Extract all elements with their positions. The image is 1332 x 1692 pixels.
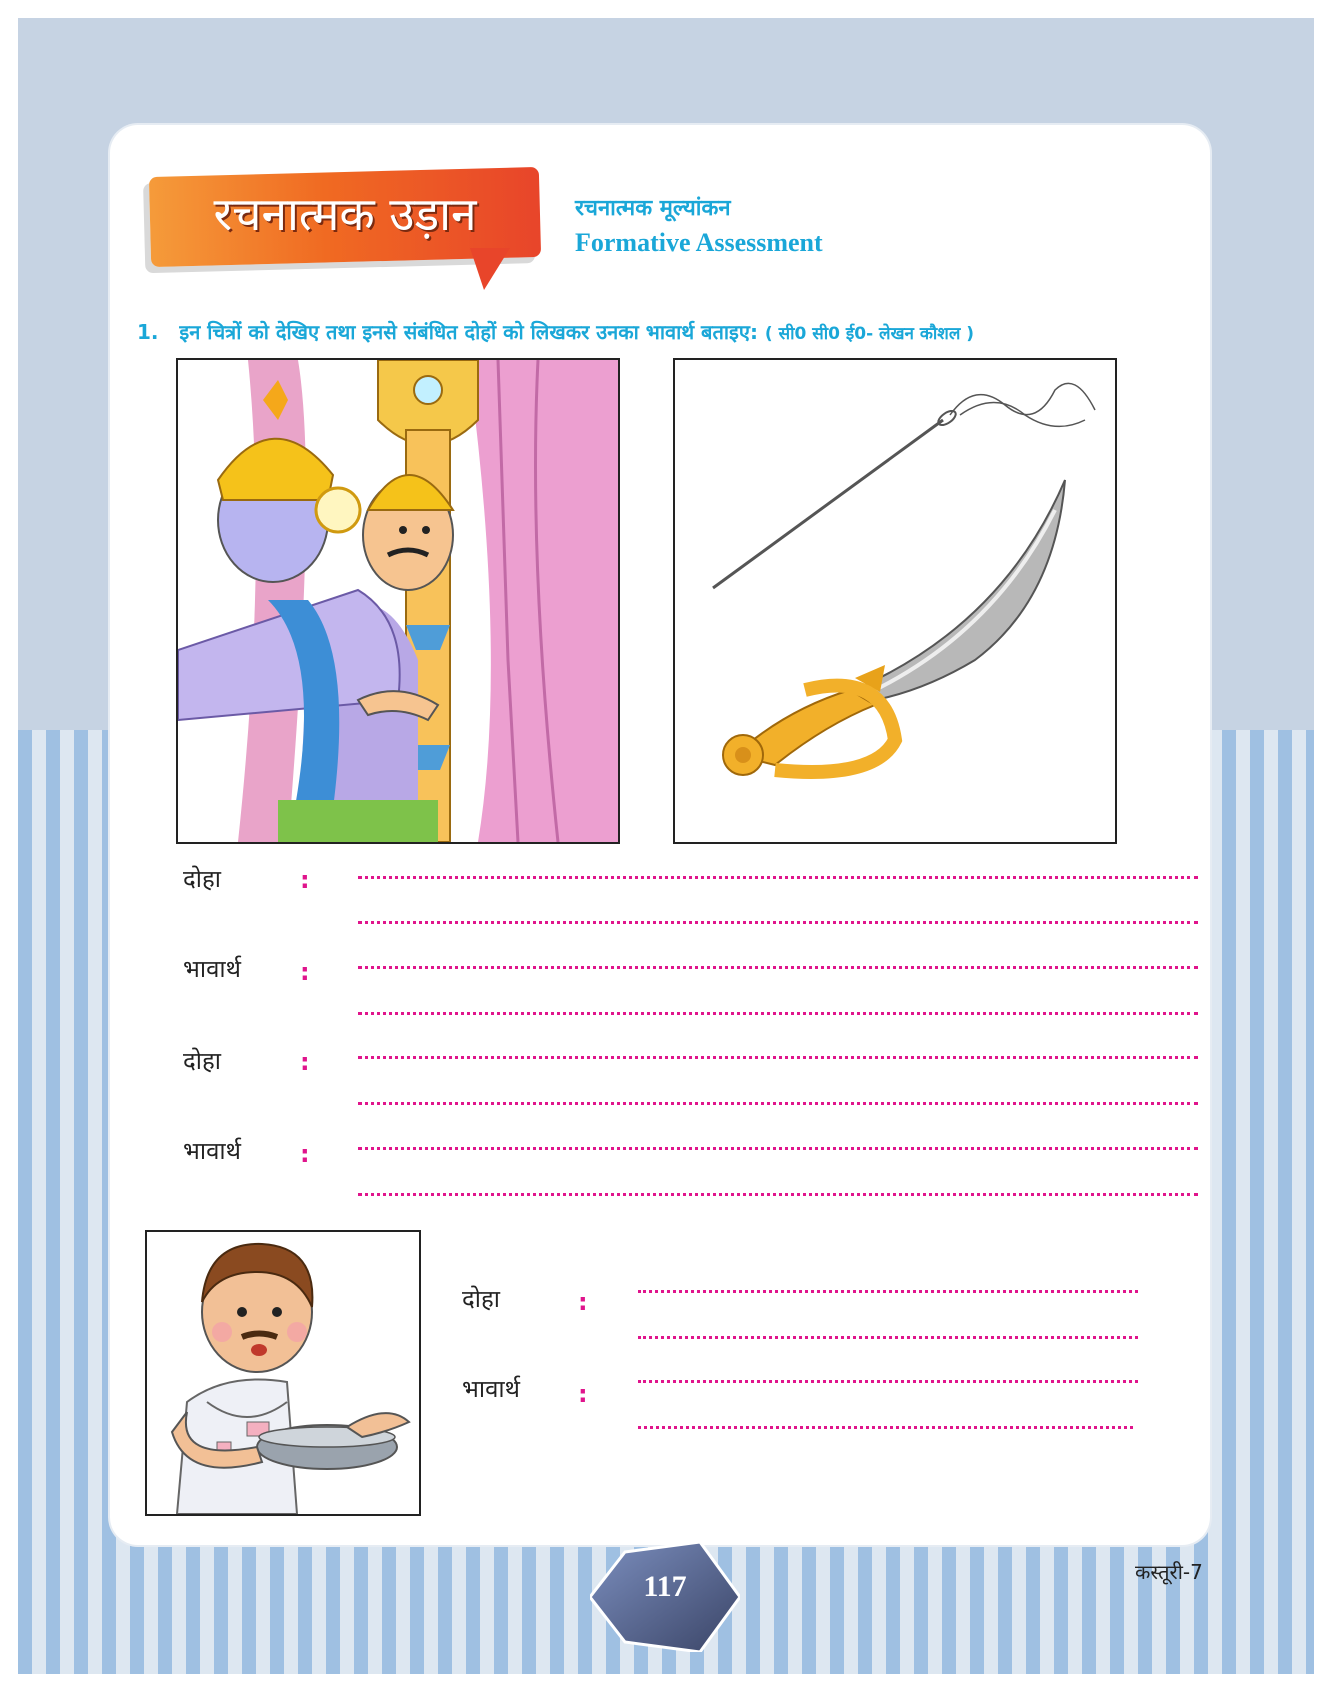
answer-line[interactable] (358, 1056, 1198, 1059)
colon-bhavarth-1: : (300, 958, 310, 986)
label-doha-2: दोहा (183, 1047, 221, 1075)
answer-line[interactable] (638, 1426, 1133, 1429)
colon-doha-1: : (300, 866, 310, 894)
label-doha-1: दोहा (183, 865, 221, 893)
answer-line[interactable] (358, 1012, 1198, 1015)
book-name: कस्तूरी-7 (1135, 1560, 1203, 1584)
king-friend-illustration (178, 360, 618, 842)
answer-line[interactable] (358, 921, 1198, 924)
answer-line[interactable] (358, 966, 1198, 969)
colon-bhavarth-2: : (300, 1140, 310, 1168)
label-doha-3: दोहा (462, 1285, 500, 1313)
answer-line[interactable] (638, 1336, 1138, 1339)
colon-bhavarth-3: : (578, 1380, 588, 1408)
label-bhavarth-3: भावार्थ (462, 1375, 520, 1403)
label-bhavarth-2: भावार्थ (183, 1137, 241, 1165)
subtitle-hindi: रचनात्मक मूल्यांकन (575, 196, 731, 221)
answer-line[interactable] (358, 1102, 1198, 1105)
colon-doha-3: : (578, 1288, 588, 1316)
banner-tail (470, 248, 510, 290)
answer-line[interactable] (638, 1290, 1138, 1293)
needle-sword-illustration (675, 360, 1115, 842)
image-needle-sword (673, 358, 1117, 844)
question-tag: ( सी0 सी0 ई0- लेखन कौशल ) (764, 324, 975, 344)
page-number: 117 (643, 1570, 687, 1603)
answer-line[interactable] (638, 1380, 1138, 1383)
image-beggar (145, 1230, 421, 1516)
label-bhavarth-1: भावार्थ (183, 955, 241, 983)
subtitle-english: Formative Assessment (575, 228, 823, 257)
beggar-illustration (147, 1232, 419, 1514)
answer-line[interactable] (358, 876, 1198, 879)
question-1 (137, 318, 974, 345)
banner-title: रचनात्मक उड़ान (213, 187, 477, 241)
answer-line[interactable] (358, 1193, 1198, 1196)
answer-line[interactable] (358, 1147, 1198, 1150)
question-text: इन चित्रों को देखिए तथा इनसे संबंधित दोहों को लिखकर उनका भावार्थ बताइए: (179, 320, 758, 344)
question-number: 1. (137, 320, 159, 344)
colon-doha-2: : (300, 1048, 310, 1076)
image-king-friend (176, 358, 620, 844)
